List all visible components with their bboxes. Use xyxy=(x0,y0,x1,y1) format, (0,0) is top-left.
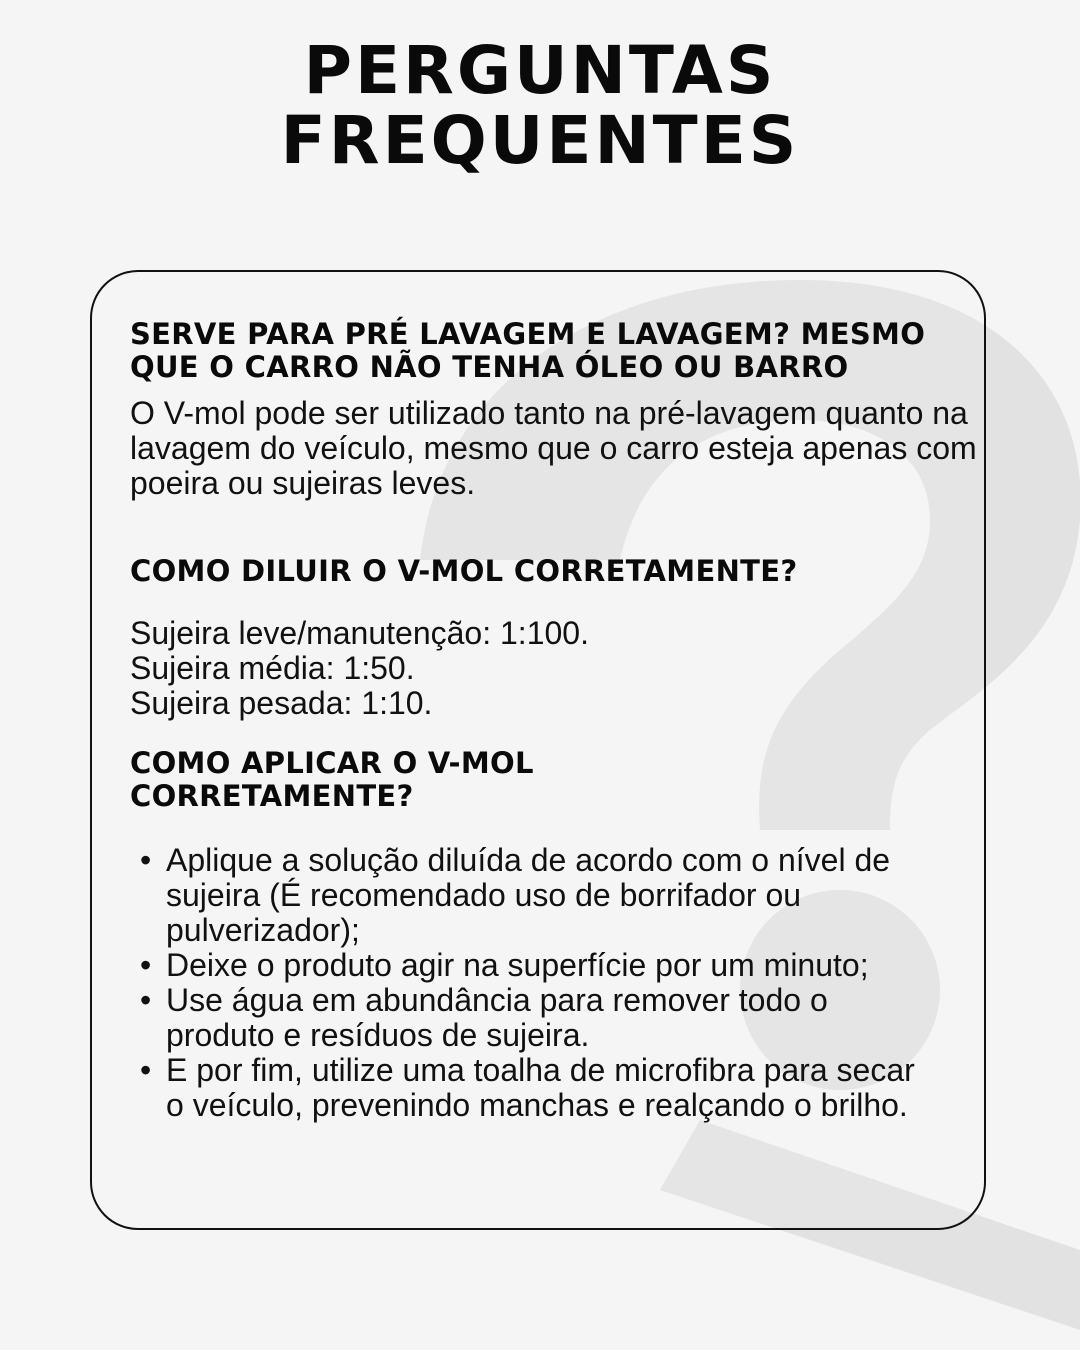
faq-list xyxy=(130,318,980,1123)
bullet: • xyxy=(140,1052,152,1088)
step-text: Aplique a solução diluída de acordo com o nível de sujeira (É recomendado uso de borrifador ou pulverizador); xyxy=(166,842,891,948)
step-text: Deixe o produto agir na superfície por um minuto; xyxy=(166,947,869,983)
faq-answer-prewash: O V-mol pode ser utilizado tanto na pré-lavagem quanto na lavagem do veículo, mesmo que o carro esteja apenas com poeira ou sujeiras leves. xyxy=(130,395,977,501)
faq-question-application: COMO APLICAR O V-MOL CORRETAMENTE? xyxy=(130,746,534,813)
faq-question-dilution: COMO DILUIR O V-MOL CORRETAMENTE? xyxy=(130,554,798,588)
application-steps xyxy=(130,843,930,1123)
dilution-heavy: Sujeira pesada: 1:10. xyxy=(130,685,433,721)
page-title-line-1: PERGUNTAS xyxy=(303,32,777,109)
dilution-light: Sujeira leve/manutenção: 1:100. xyxy=(130,615,589,651)
bullet: • xyxy=(140,947,152,983)
list-item xyxy=(130,843,930,948)
page-title-line-2: FREQUENTES xyxy=(280,102,800,179)
bullet: • xyxy=(140,982,152,1018)
step-text: E por fim, utilize uma toalha de microfibra para secar o veículo, prevenindo manchas e realçando o brilho. xyxy=(166,1052,915,1123)
dilution-medium: Sujeira média: 1:50. xyxy=(130,650,415,686)
list-item xyxy=(130,948,930,983)
page-title xyxy=(0,32,1080,179)
list-item xyxy=(130,983,930,1053)
step-text: Use água em abundância para remover todo o produto e resíduos de sujeira. xyxy=(166,982,828,1053)
faq-answer-dilution xyxy=(130,616,980,721)
bullet: • xyxy=(140,842,152,878)
faq-question-prewash: SERVE PARA PRÉ LAVAGEM E LAVAGEM? MESMO QUE O CARRO NÃO TENHA ÓLEO OU BARRO xyxy=(130,317,926,384)
list-item xyxy=(130,1053,930,1123)
